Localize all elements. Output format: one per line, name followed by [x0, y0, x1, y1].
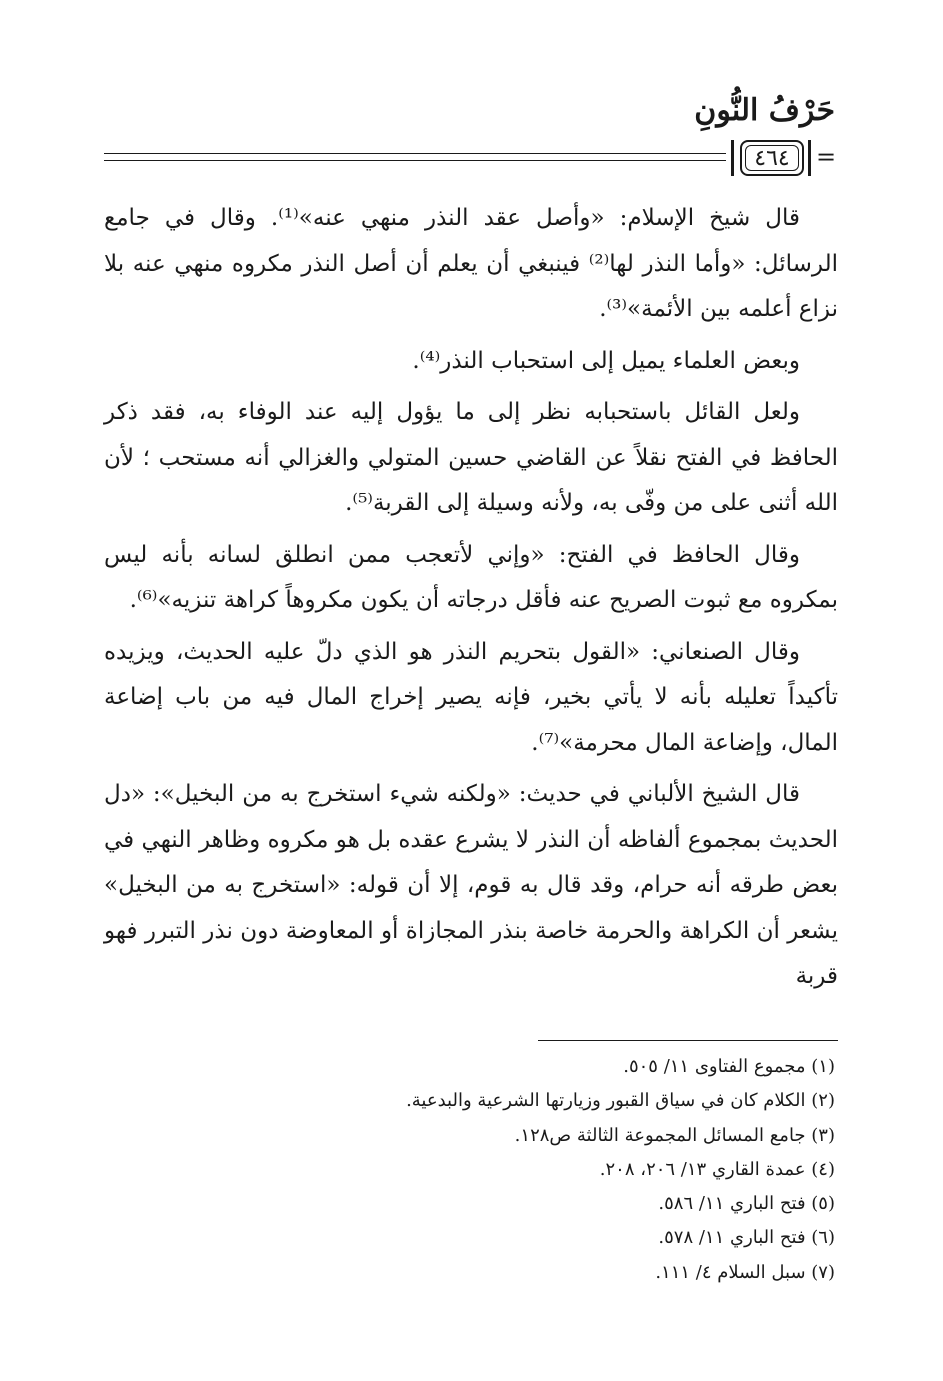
header-rule-top — [104, 153, 726, 154]
header-mark: = — [816, 143, 837, 171]
main-text — [104, 196, 838, 1006]
footnote: (٧) سبل السلام ٤/ ١١١. — [655, 1261, 835, 1283]
page-number-text: ٤٦٤ — [754, 145, 790, 171]
paragraph: وقال الصنعاني: «القول بتحريم النذر هو الذي دلّ عليه الحديث، ويزيده تأكيداً تعليله بأنه لا يأتي بخير، فإنه يصير إخراج المال فيه من باب إضاعة المال، وإضاعة المال محرمة»⁽⁷⁾. — [104, 638, 838, 756]
paragraph: وبعض العلماء يميل إلى استحباب النذر⁽⁴⁾. — [412, 347, 800, 374]
footnote: (٦) فتح الباري ١١/ ٥٧٨. — [658, 1227, 835, 1249]
footnote: (٣) جامع المسائل المجموعة الثالثة ص١٢٨. — [514, 1124, 835, 1146]
paragraph: قال شيخ الإسلام: «وأصل عقد النذر منهي عنه»⁽¹⁾. وقال في جامع الرسائل: «وأما النذر لها⁽²⁾ فينبغي أن يعلم أن أصل النذر مكروه منهي عنه بلا نزاع أعلمه بين الأئمة»⁽³⁾. — [104, 205, 838, 322]
paragraph: ولعل القائل باستحبابه نظر إلى ما يؤول إليه عند الوفاء به، فقد ذكر الحافظ في الفتح نقلاً عن القاضي حسين المتولي والغزالي أنه مستحب ؛ لأن الله أثنى على من وفّى به، ولأنه وسيلة إلى القربة⁽⁵⁾. — [104, 399, 838, 516]
footnote: (٢) الكلام كان في سياق القبور وزيارتها الشرعية والبدعية. — [406, 1090, 835, 1112]
footnotes — [115, 1050, 835, 1290]
header-rule-bottom — [104, 160, 726, 161]
chapter-title: حَرْفُ النُّونِ — [694, 93, 835, 128]
paragraph: قال الشيخ الألباني في حديث: «ولكنه شيء استخرج به من البخيل»: «دل الحديث بمجموع ألفاظه أن النذر لا يشرع عقده بل هو مكروه وظاهر النهي في بعض طرقه أنه حرام، وقد قال به قوم، إلا أن قوله: «استخرج به من البخيل» يشعر أن الكراهة والحرمة خاصة بنذر المجازاة أو المعاوضة دون نذر التبرر فهو قربة — [104, 781, 838, 989]
page-number-bar-right — [808, 140, 811, 176]
paragraph: وقال الحافظ في الفتح: «وإني لأتعجب ممن انطلق لسانه بأنه ليس بمكروه مع ثبوت الصريح عنه فأقل درجاته أن يكون مكروهاً كراهة تنزيه»⁽⁶⁾. — [104, 541, 838, 613]
footnote: (٤) عمدة القاري ١٣/ ٢٠٦، ٢٠٨. — [599, 1158, 835, 1180]
footnote: (٥) فتح الباري ١١/ ٥٨٦. — [658, 1193, 835, 1215]
footnote: (١) مجموع الفتاوى ١١/ ٥٠٥. — [623, 1056, 835, 1077]
page-number — [740, 140, 804, 176]
footnote-separator — [538, 1040, 838, 1041]
page-number-bar-left — [731, 140, 734, 176]
